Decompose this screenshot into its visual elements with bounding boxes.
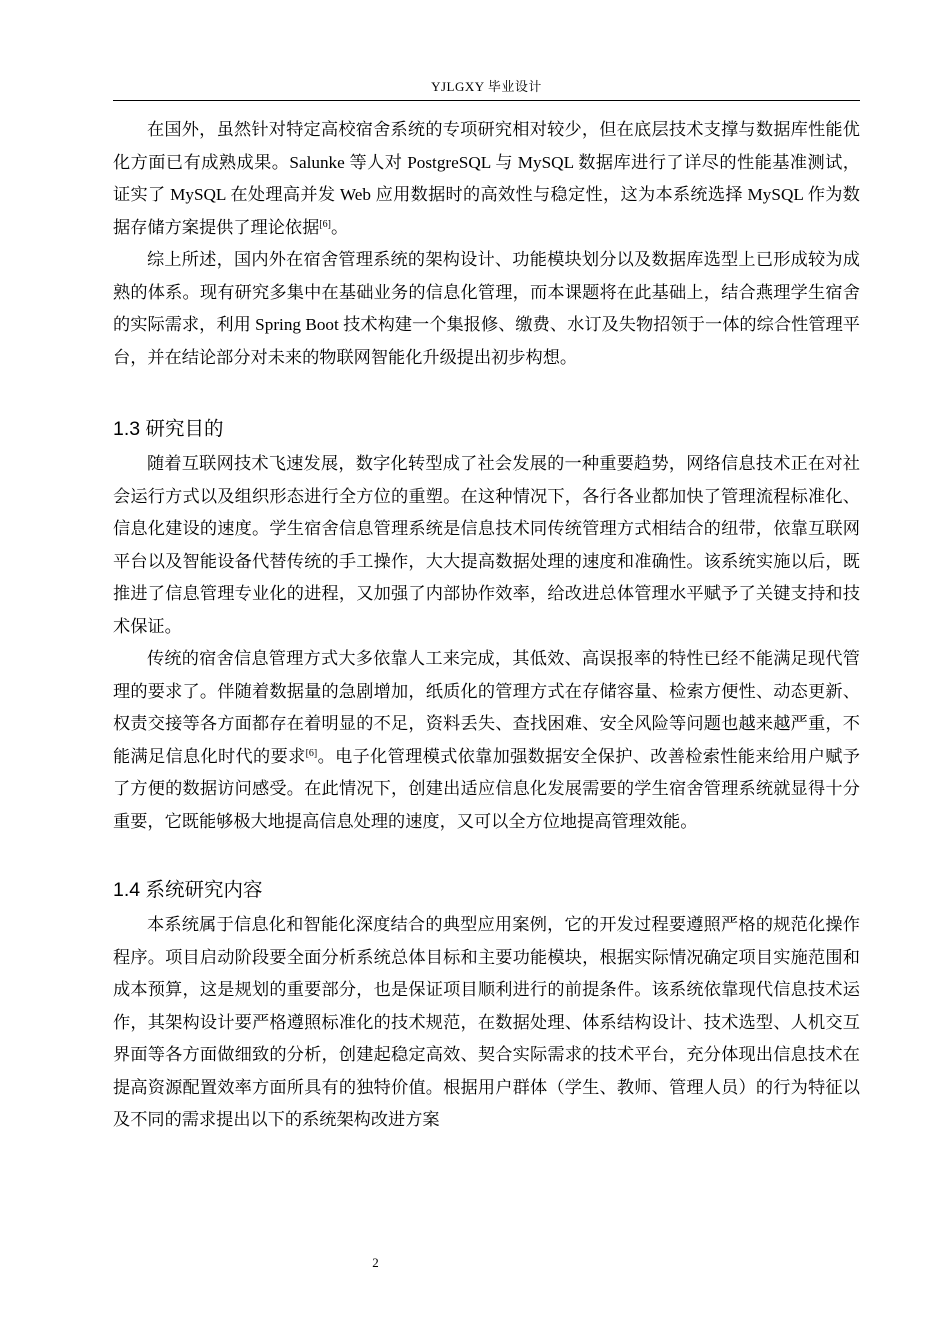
paragraph-text: 传统的宿舍信息管理方式大多依靠人工来完成，其低效、高误报率的特性已经不能满足现代管理的要求了。伴随着数据量的急剧增加，纸质化的管理方式在存储容量、检索方便性、动态更新、权责交接等各方面都存在着明显的不足，资料丢失、查找困难、安全风险等问题也越来越严重，不能满足信息化时代的要求 [113, 649, 860, 766]
citation: [6] [319, 218, 331, 230]
page-body [113, 114, 860, 1137]
page-number: 2 [372, 1255, 379, 1270]
paragraph-text-tail: 。电子化管理模式依靠加强数据安全保护、改善检索性能来给用户赋予了方便的数据访问感受。在此情况下，创建出适应信息化发展需要的学生宿舍管理系统就显得十分重要，它既能够极大地提高信息处理的速度，又可以全方位地提高管理效能。 [113, 746, 860, 831]
paragraph-text: 在国外，虽然针对特定高校宿舍系统的专项研究相对较少，但在底层技术支撑与数据库性能优化方面已有成熟成果。Salunke 等人对 PostgreSQL 与 MySQL 数据库进行了详尽的性能基准测试，证实了 MySQL 在处理高并发 Web 应用数据时的高效性与稳定性，这为本系统选择 MySQL 作为数据存储方案提供了理论依据 [113, 120, 860, 237]
paragraph-purpose-2 [113, 643, 860, 838]
paragraph-purpose-1: 随着互联网技术飞速发展，数字化转型成了社会发展的一种重要趋势，网络信息技术正在对社会运行方式以及组织形态进行全方位的重塑。在这种情况下，各行各业都加快了管理流程标准化、信息化建设的速度。学生宿舍信息管理系统是信息技术同传统管理方式相结合的纽带，依靠互联网平台以及智能设备代替传统的手工操作，大大提高数据处理的速度和准确性。该系统实施以后，既推进了信息管理专业化的进程，又加强了内部协作效率，给改进总体管理水平赋予了关键支持和技术保证。 [113, 454, 860, 636]
paragraph-foreign-research [113, 114, 860, 244]
paragraph-summary: 综上所述，国内外在宿舍管理系统的架构设计、功能模块划分以及数据库选型上已形成较为成熟的体系。现有研究多集中在基础业务的信息化管理，而本课题将在此基础上，结合燕理学生宿舍的实际需求，利用 Spring Boot 技术构建一个集报修、缴费、水订及失物招领于一体的综合性管理平台，并在结论部分对未来的物联网智能化升级提出初步构想。 [113, 250, 860, 367]
header-rule [113, 100, 860, 101]
section-heading-1-3: 1.3 研究目的 [113, 418, 224, 440]
section-spacer [113, 838, 860, 874]
citation: [6] [305, 747, 318, 759]
section-spacer [113, 374, 860, 413]
paragraph-research-content: 本系统属于信息化和智能化深度结合的典型应用案例，它的开发过程要遵照严格的规范化操作程序。项目启动阶段要全面分析系统总体目标和主要功能模块，根据实际情况确定项目实施范围和成本预算，这是规划的重要部分，也是保证项目顺利进行的前提条件。该系统依靠现代信息技术运作，其架构设计要严格遵照标准化的技术规范，在数据处理、体系结构设计、技术选型、人机交互界面等各方面做细致的分析，创建起稳定高效、契合实际需求的技术平台，充分体现出信息技术在提高资源配置效率方面所具有的独特价值。根据用户群体（学生、教师、管理人员）的行为特征以及不同的需求提出以下的系统架构改进方案 [113, 915, 860, 1129]
paragraph-text-tail: 。 [330, 217, 349, 237]
section-heading-1-4: 1.4 系统研究内容 [113, 879, 263, 901]
running-header: YJLGXY 毕业设计 [431, 79, 542, 94]
